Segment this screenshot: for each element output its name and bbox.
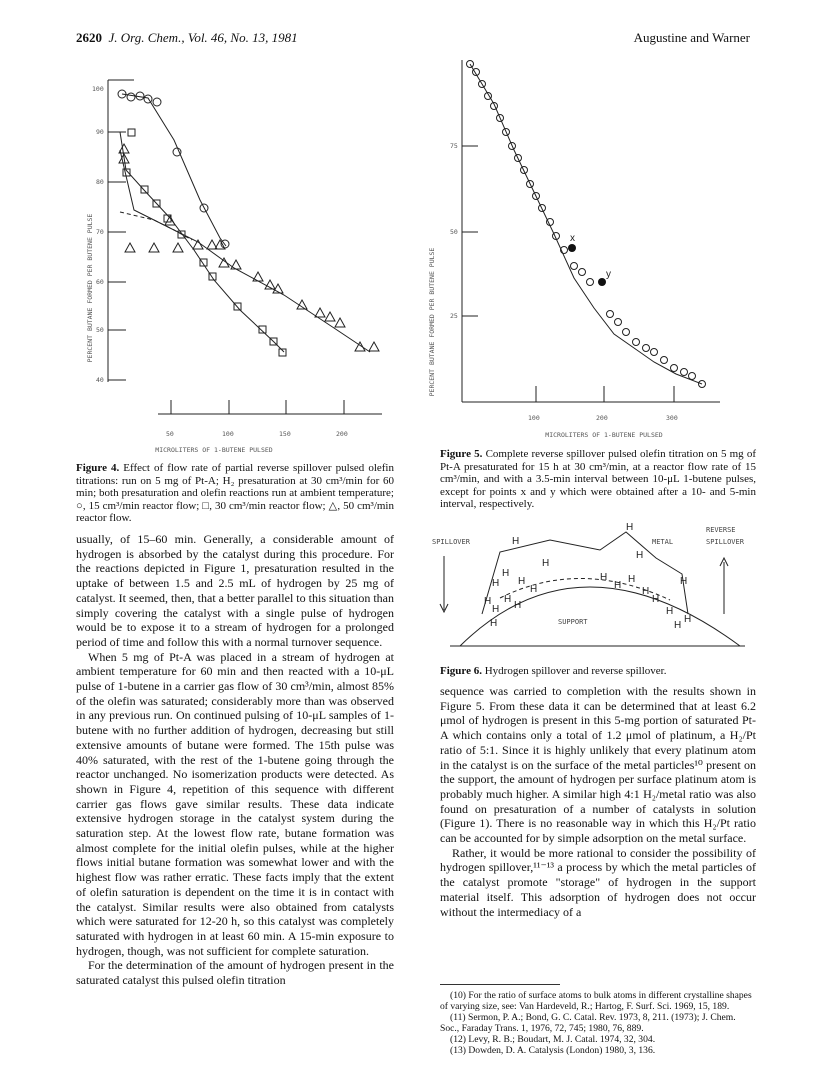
left-column-text <box>76 532 394 988</box>
figure-5-ytick: 25 <box>450 312 458 320</box>
figure-4-ytick: 70 <box>96 228 104 236</box>
figure-4-ytick: 60 <box>96 278 104 286</box>
figure-4-xtick: 200 <box>336 430 348 438</box>
svg-text:H: H <box>542 558 550 569</box>
svg-text:H: H <box>674 620 682 631</box>
footnotes <box>440 990 756 1056</box>
figure-6 <box>430 518 760 658</box>
figure-4-ylabel: PERCENT BUTANE FORMED PER BUTENE PULSE <box>86 213 94 363</box>
running-header-authors: Augustine and Warner <box>633 30 750 45</box>
paragraph: usually, of 15–60 min. Generally, a considerable amount of hydrogen is absorbed by the catalyst during this procedure. For the reactions depicted in Figure 1, presaturation resulted in the uptake of between 1.5 and 2.5 mL of hydrogen by 25 mg of catalyst. It seemed, then, that a better parallel to this situation than simply covering the catalyst with a single pulse of hydrogen would be to expose it to a stream of hydrogen for a prolonged period of time and follow this with a normal turnover sequence. <box>76 532 394 649</box>
figure-6-caption-text: Hydrogen spillover and reverse spillover. <box>484 665 667 677</box>
figure-6-support-label: SUPPORT <box>558 618 588 626</box>
svg-text:H: H <box>680 576 688 587</box>
figure-5-point-y <box>598 278 606 286</box>
figure-5-point-y-label: y <box>606 269 611 280</box>
figure-5-xtick: 300 <box>666 414 678 422</box>
right-column-text <box>440 684 756 919</box>
figure-6-metal-label: METAL <box>652 538 674 546</box>
figure-6-caption <box>440 665 756 678</box>
figure-4-caption-text: Effect of flow rate of partial reverse spillover pulsed olefin titrations: run on 5 mg of Pt-A; H₂ presaturation at 30 cm³/min for 60 min; both presaturation and olefin reactions run at ambient temperature; ○, 15 cm³/min reactor flow; □, 30 cm³/min reactor flow; △, 50 cm³/min reactor flow. <box>76 462 394 525</box>
figure-6-spillover-label: SPILLOVER <box>432 538 470 546</box>
svg-text:H: H <box>600 572 608 583</box>
svg-text:H: H <box>514 600 522 611</box>
figure-5-ytick: 50 <box>450 228 458 236</box>
figure-6-reverse-label: REVERSE <box>706 526 736 534</box>
figure-6-caption-label: Figure 6. <box>440 665 482 677</box>
figure-4-xlabel: MICROLITERS OF 1-BUTENE PULSED <box>155 446 273 454</box>
figure-4-curve-squares <box>120 132 284 352</box>
svg-text:H: H <box>484 596 492 607</box>
figure-5-caption-label: Figure 5. <box>440 448 483 460</box>
footnote: (11) Sermon, P. A.; Bond, G. C. Catal. Rev. 1973, 8, 211. (1973); J. Chem. Soc., Faraday Trans. 1, 1976, 72, 745; 1980, 76, 889. <box>440 1012 736 1034</box>
figure-5-xlabel: MICROLITERS OF 1-BUTENE PULSED <box>545 431 663 439</box>
svg-text:H: H <box>628 574 636 585</box>
figure-5-ytick: 75 <box>450 142 458 150</box>
figure-4-curve-triangles <box>120 150 370 352</box>
footnote: (13) Dowden, D. A. Catalysis (London) 1980, 3, 136. <box>450 1045 656 1056</box>
figure-5-point-x <box>568 244 576 252</box>
figure-4-xtick: 100 <box>222 430 234 438</box>
svg-text:H: H <box>492 578 500 589</box>
figure-4-ytick: 80 <box>96 178 104 186</box>
figure-6-support-arc <box>460 587 740 646</box>
figure-4-ytick: 100 <box>92 85 104 93</box>
figure-6-reverse-label-2: SPILLOVER <box>706 538 744 546</box>
paragraph: When 5 mg of Pt-A was placed in a stream of hydrogen at ambient temperature for 60 min and then reacted with a 10-μL pulse of 1-butene in a carrier gas flow of 30 cm³/min, almost 85% of the olefin was saturated; considerably more than was observed in any previous run. On continued pulsing of 10-μL samples of 1-butene with no further addition of hydrogen, decreasing but still extensive amounts of butane were formed. The 15th pulse was 40% saturated, with the rest of the 1-butene going through the reactor unchanged. No isomerization products were detected. As shown in Figure 4, repetition of this sequence with different carrier gas flows gave similar results. These data indicate extensive hydrogen storage in the catalyst system during the saturation step. At the lowest flow rate, butane formation was almost complete for the initial olefin pulses, while at the higher flows initial butane formation was somewhat lower and with the highest flow was rather erratic. These facts imply that the extent of olefin saturation is dependent on the time it is in contact with the catalyst. Similar results were also obtained from catalysts which were saturated for 12-20 h, so this catalyst was completely saturated with hydrogen in at least 60 min. A 15-min exposure to hydrogen, though, was not sufficient for complete saturation. <box>76 649 394 958</box>
figure-4-ytick: 90 <box>96 128 104 136</box>
svg-text:H: H <box>490 618 498 629</box>
figure-5-ylabel: PERCENT BUTANE FORMED PER BUTENE PULSE <box>428 247 436 397</box>
svg-text:H: H <box>666 606 674 617</box>
figure-4 <box>74 70 394 460</box>
svg-text:H: H <box>626 522 634 533</box>
svg-text:H: H <box>492 604 500 615</box>
svg-text:H: H <box>614 580 622 591</box>
paragraph: sequence was carried to completion with the results shown in Figure 5. From these data it can be determined that at least 6.2 μmol of hydrogen is present in this 5-mg portion of saturated Pt-A which contains only a total of 1.2 μmol of platinum, a H₂/Pt ratio of 5:1. Since it is highly unlikely that every platinum atom in the catalyst is on the surface of the metal particles¹⁰ present on the support, the amount of hydrogen per surface platinum atom is probably much higher. A similar high 4:1 H₂/metal ratio was also found on presaturation of a number of catalysts in solution (Figure 1). There is no reasonable way in which this H₂/Pt ratio can be accounted for by simple adsorption on the metal surface. <box>440 684 756 846</box>
figure-5-caption <box>440 448 756 511</box>
figure-4-xtick: 150 <box>279 430 291 438</box>
svg-text:H: H <box>652 594 660 605</box>
figure-5-xtick: 100 <box>528 414 540 422</box>
svg-text:H: H <box>512 536 520 547</box>
footnote-rule <box>440 984 560 985</box>
journal-citation: J. Org. Chem., Vol. 46, No. 13, 1981 <box>108 30 298 45</box>
running-header-left <box>76 30 298 46</box>
figure-4-triangle-points <box>119 144 379 351</box>
figure-5-point-x-label: x <box>570 233 575 244</box>
svg-text:H: H <box>502 568 510 579</box>
figure-5-circle-points <box>467 61 706 388</box>
footnote: (10) For the ratio of surface atoms to bulk atoms in different crystalline shapes of varying size, see: Van Hardeveld, R.; Hartog, F. Surf. Sci. 1969, 15, 189. <box>440 990 752 1012</box>
figure-5 <box>414 50 754 445</box>
figure-4-xtick: 50 <box>166 430 174 438</box>
svg-text:H: H <box>636 550 644 561</box>
svg-text:H: H <box>530 584 538 595</box>
paragraph: For the determination of the amount of hydrogen present in the saturated catalyst this pulsed olefin titration <box>76 958 394 988</box>
svg-text:H: H <box>518 576 526 587</box>
svg-text:H: H <box>504 594 512 605</box>
svg-text:H: H <box>684 614 692 625</box>
svg-text:H: H <box>642 586 650 597</box>
figure-5-caption-text: Complete reverse spillover pulsed olefin titration on 5 mg of Pt-A presaturated for 15 h at 30 cm³/min, at a reactor flow rate of 15 cm³/min, and with a 3.5-min interval between 10-μL 1-butene pulses, except for points x and y which were obtained after a 10- and 5-min interval, respectively. <box>440 448 756 511</box>
figure-4-ytick: 40 <box>96 376 104 384</box>
figure-4-caption-label: Figure 4. <box>76 462 120 474</box>
figure-4-caption <box>76 462 394 525</box>
figure-5-curve <box>470 64 702 384</box>
paragraph: Rather, it would be more rational to consider the possibility of hydrogen spillover,¹¹⁻¹³ a process by which the metal particles of the catalyst promote "storage" of hydrogen in the support material itself. This adsorption of hydrogen does not occur without the intermediacy of a <box>440 845 756 919</box>
footnote: (12) Levy, R. B.; Boudart, M. J. Catal. 1974, 32, 304. <box>450 1034 656 1045</box>
figure-4-dashed <box>120 212 192 240</box>
figure-4-square-points <box>123 129 286 356</box>
figure-4-ytick: 50 <box>96 326 104 334</box>
page-number: 2620 <box>76 30 102 45</box>
figure-5-xtick: 200 <box>596 414 608 422</box>
